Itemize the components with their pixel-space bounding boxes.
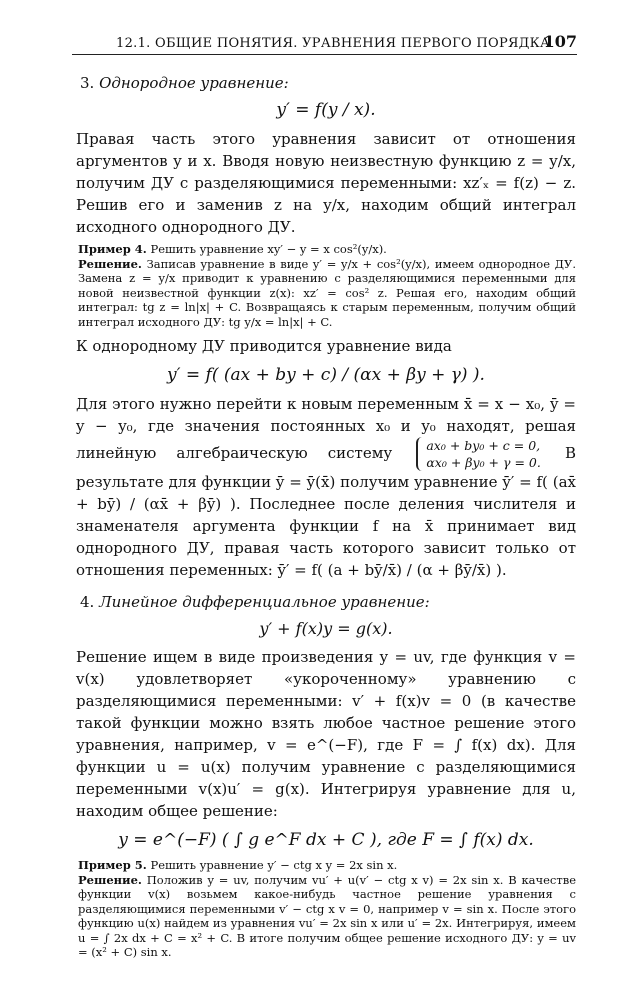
example-5-label: Пример 5. (78, 858, 147, 872)
running-title: 12.1. ОБЩИЕ ПОНЯТИЯ. УРАВНЕНИЯ ПЕРВОГО ПОРЯДКА (116, 36, 551, 51)
section-4-title: Линейное дифференциальное уравнение: (99, 593, 430, 611)
reducible-intro: К однородному ДУ приводится уравнение вида (76, 337, 452, 355)
page-body (76, 70, 576, 966)
example-4-solution: Записав уравнение в виде y′ = y/x + cos²(y/x), имеем однородное ДУ. Замена z = y/x приводит к уравнению с разделяющимися переменными для новой неизвестной функции z(x): xz′ = cos² z. Решая его, находим общий интеграл: tg z = ln|x| + C. Возвращаясь к старым переменным, получим общий интеграл исходного ДУ: tg y/x = ln|x| + C. (78, 256, 576, 329)
section-3-heading (76, 74, 576, 92)
example-4-solution-label: Решение. (78, 256, 142, 271)
reducible-equation: y′ = f( (ax + by + c) / (αx + βy + γ) ). (167, 365, 485, 385)
homogeneous-equation: y′ = f(y / x). (276, 100, 376, 120)
section-4-number: 4. (80, 593, 95, 611)
example-4 (76, 242, 576, 329)
section-4-text: Решение ищем в виде произведения y = uv, где функция v = v(x) удовлетворяет «укороченному» уравнению с разделяющимися переменными: v′ + f(x)v = 0 (в качестве такой функции можно взять любое частное решение этого уравнения, например, v = e^(−F), где F = ∫ f(x) dx). Для функции u = u(x) получим уравнение с разделяющимися переменными v(x)u′ = g(x). Интегрируя уравнение для u, находим общее решение: (76, 648, 576, 820)
linear-equation: y′ + f(x)y = g(x). (259, 619, 393, 638)
example-5 (76, 858, 576, 960)
linear-system (416, 437, 540, 471)
example-5-task: Решить уравнение y′ − ctg x y = 2x sin x. (150, 858, 398, 872)
reducible-text-part1: Для этого нужно перейти к новым переменным x̄ = x − x₀, ȳ = y − y₀, где значения постоянных x₀ и y₀ находят, решая линейную алгебраическую систему (76, 395, 576, 462)
running-header (72, 32, 577, 55)
example-4-task: Решить уравнение xy′ − y = x cos²(y/x). (150, 242, 387, 256)
section-3-number: 3. (80, 74, 95, 92)
page-number: 107 (543, 32, 577, 51)
example-4-label: Пример 4. (78, 242, 147, 256)
section-3-text: Правая часть этого уравнения зависит от отношения аргументов y и x. Вводя новую неизвестную функцию z = y/x, получим ДУ с разделяющимися переменными: xz′ₓ = f(z) − z. Решив его и заменив z на y/x, находим общий интеграл исходного однородного ДУ. (76, 130, 576, 236)
reducible-text-part2: В результате для функции ȳ = ȳ(x̄) получим уравнение ȳ′ = f( (ax̄ + bȳ) / (αx̄ + βȳ) ). Последнее после деления числителя и знаменателя аргумента функции f на x̄ принимает вид однородного ДУ, правая часть которого зависит только от отношения переменных: ȳ′ = f( (a + bȳ/x̄) / (α + βȳ/x̄) ). (76, 444, 576, 579)
system-line-2: αx₀ + βy₀ + γ = 0. (426, 455, 541, 470)
general-solution-formula: y = e^(−F) ( ∫ g e^F dx + C ), где F = ∫ f(x) dx. (118, 830, 534, 850)
example-5-solution: Положив y = uv, получим vu′ + u(v′ − ctg x v) = 2x sin x. В качестве функции v(x) возьмем какое-нибудь частное решение уравнения с разделяющимися переменными v′ − ctg x v = 0, например v = sin x. После этого функцию u(x) найдем из уравнения vu′ = 2x sin x или u′ = 2x. Интегрируя, имеем u = ∫ 2x dx + C = x² + C. В итоге получим общее решение исходного ДУ: y = uv = (x² + C) sin x. (78, 872, 576, 959)
section-4-heading (76, 593, 576, 611)
example-5-solution-label: Решение. (78, 872, 142, 887)
system-line-1: ax₀ + by₀ + c = 0, (426, 438, 541, 453)
section-3-title: Однородное уравнение: (99, 74, 289, 92)
reducible-text (76, 393, 576, 581)
